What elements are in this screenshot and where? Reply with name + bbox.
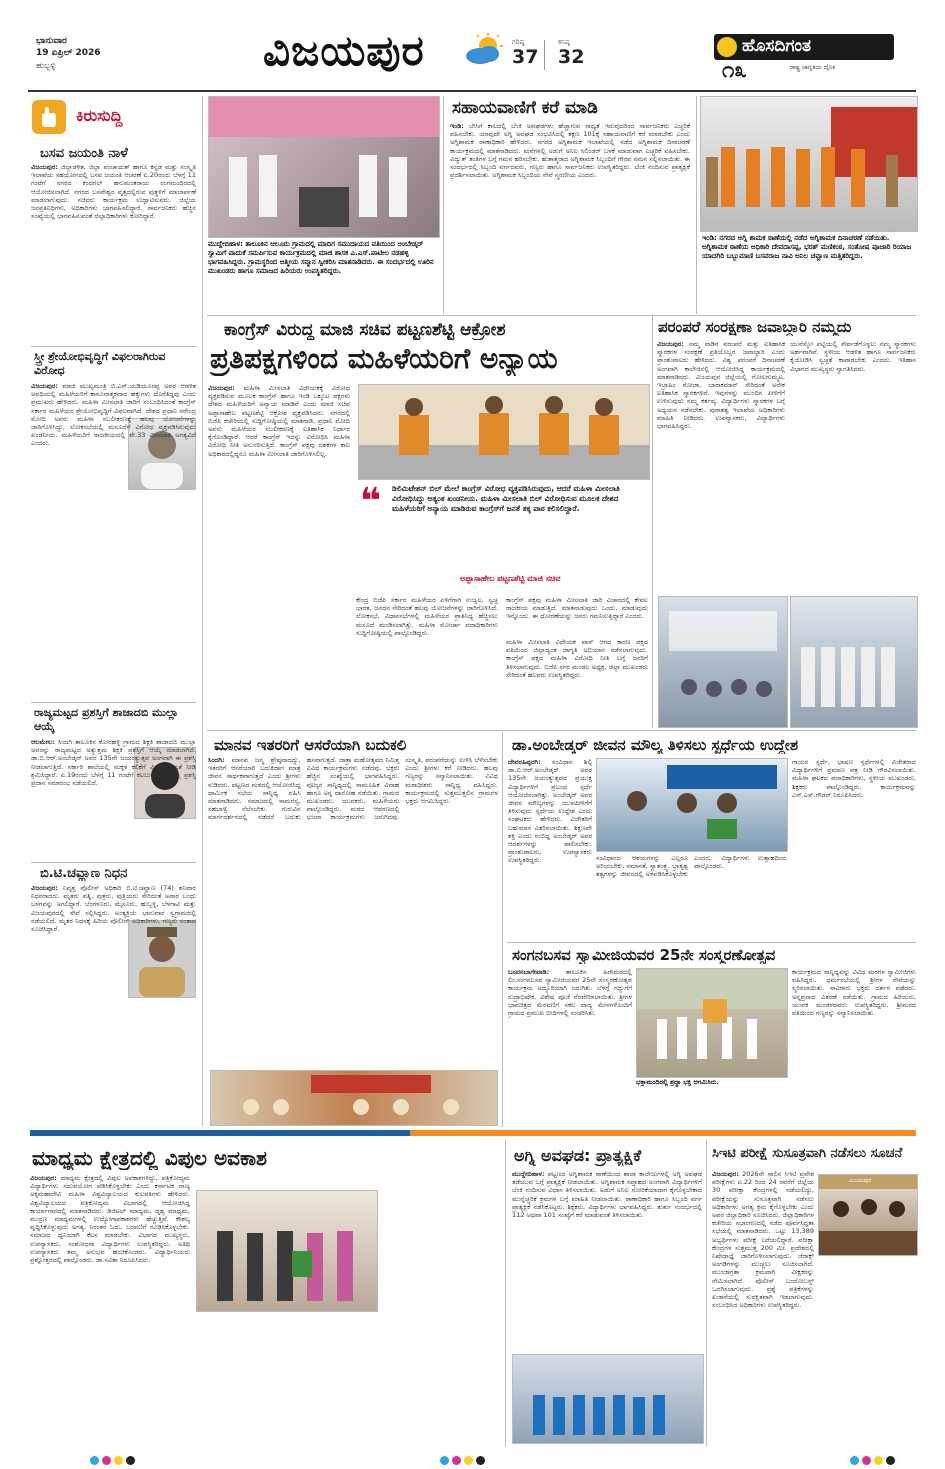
lead-text-3: ಕಾಂಗ್ರೆಸ್ ಪಕ್ಷವು ಮಹಿಳಾ ಮೀಸಲಾತಿ ಜಾರಿ ವಿಚಾರದಲ್ಲಿ ಕೇವಲ ರಾಜಕೀಯ ಮಾಡುತ್ತಿದೆ. ಮಾತನಾಡುವುದು ಒಂದು, ಮಾಡುವುದು ಇನ್ನೊಂದು. ಈ ಧೋರಣೆಯನ್ನು ಜನರು ಗಮನಿಸುತ್ತಿದ್ದಾರೆ ಎಂದರು. [506,596,648,621]
column-rule [443,96,444,314]
left-story-4-body [31,884,196,1124]
bottom-1-body [30,1174,190,1444]
sangana-text: ತಾಲೂಕಿನ ಹಿರೇಮಠದಲ್ಲಿ ಲಿಂ.ಸಂಗನಬಸವ ಸ್ವಾಮೀಜಿಯವರ 25ನೇ ಸಂಸ್ಮರಣೋತ್ಸವ ಕಾರ್ಯಕ್ರಮ ಅದ್ದೂರಿಯಾಗಿ ಜರುಗಿತು. ಬೆಳಗ್ಗೆ ಗದ್ದುಗೆಗೆ ರುದ್ರಾಭಿಷೇಕ, ವಿಶೇಷ ಪೂಜೆ ನೆರವೇರಿಸಲಾಯಿತು. ಶ್ರೀಗಳ ಭಾವಚಿತ್ರದ ಮೆರವಣಿಗೆ ಸಕಲ ವಾದ್ಯ ಮೇಳಗಳೊಂದಿಗೆ ಗ್ರಾಮದ ಪ್ರಮುಖ ಬೀದಿಗಳಲ್ಲಿ ಸಂಚರಿಸಿತು. [508,968,632,1018]
bottom-3-photo [818,1174,918,1256]
kirusuddi-badge [32,100,182,134]
logo-emblem-icon [717,37,737,57]
bottom-2-dateline: ಮುದ್ದೇಬಿಹಾಳ: [512,1170,545,1178]
hall-photo-icon [659,597,787,727]
ambedkar-title: ಡಾ.ಅಂಬೇಡ್ಕರ್ ಜೀವನ ಮೌಲ್ಯ ತಿಳಿಸಲು ಸ್ಪರ್ಧೆಯ ಉದ್ದೇಶ [512,736,799,754]
helpline-dateline: ಇಂಡಿ: [450,122,464,130]
color-strip-orange [410,1130,916,1136]
max-temp: 37 [512,46,539,68]
ambedkar-text-2: ಸಂವಿಧಾನದ ಆಶಯಗಳನ್ನು ಎಲ್ಲರೂ ಅರಿಯಬೇಕು. ಸಮಾನತೆ, ಸ್ವಾತಂತ್ರ್ಯ, ಭ್ರಾತೃತ್ವ ತತ್ವಗಳನ್ನು ಜೀವನದಲ್ಲಿ ಅಳವಡಿಸಿಕೊಳ್ಳಬೇಕು ಎಂದರು. ವಿದ್ಯಾರ್ಥಿಗಳು ಉತ್ಸಾಹದಿಂದ ಪಾಲ್ಗೊಂಡರು. [596,854,786,879]
column-rule [202,96,203,1126]
left-story-3-title: ರಾಜ್ಯಮಟ್ಟದ ಪ್ರಶಸ್ತಿಗೆ ಶಾಜಾದಬಿ ಮುಲ್ಲಾ ಆಯ್ಕೆ [34,706,179,733]
parampare-text: ನಮ್ಮ ನಾಡಿನ ಪರಂಪರೆ ಮತ್ತು ಐತಿಹಾಸಿಕ ಸ್ಮಾರಕಗಳ ಸಂರಕ್ಷಣೆ ಪ್ರತಿಯೊಬ್ಬರ ಜವಾಬ್ದಾರಿ ಎಂದು ಪ್ರಾಂಶುಪಾಲರು ಹೇಳಿದರು. ವಿಶ್ವ ಪರಂಪರೆ ದಿನಾಚರಣೆ ಅಂಗವಾಗಿ ಕಾಲೇಜಿನಲ್ಲಿ ಆಯೋಜಿಸಿದ್ದ ಕಾರ್ಯಕ್ರಮದಲ್ಲಿ ಮಾತನಾಡಿದರು. ವಿಜಯಪುರ ಜಿಲ್ಲೆಯಲ್ಲಿ ಗೋಲಗುಮ್ಮಟ, ಇಬ್ರಾಹಿಂ ರೋಜಾ, ಬಾರಾಕಮಾನ್ ಸೇರಿದಂತೆ ಅನೇಕ ಐತಿಹಾಸಿಕ ಸ್ಮಾರಕಗಳಿವೆ. ಇವುಗಳನ್ನು ಮುಂದಿನ ಪೀಳಿಗೆಗೆ ಉಳಿಸುವುದು ನಮ್ಮ ಕರ್ತವ್ಯ. ವಿದ್ಯಾರ್ಥಿಗಳು ಸ್ಮಾರಕಗಳ ಬಗ್ಗೆ ಅಧ್ಯಯನ ನಡೆಸಬೇಕು. ಪುರಾತತ್ವ ಇಲಾಖೆಯ ಅಧಿಕಾರಿಗಳು ಮಾಹಿತಿ ನೀಡಿದರು. ಉಪನ್ಯಾಸಕರು, ವಿದ್ಯಾರ್ಥಿಗಳು ಭಾಗವಹಿಸಿದ್ದರು. [657,340,785,431]
lead-quote: ಡಿಲಿಮಿಟೇಶನ್ ಬಿಲ್ ಮೇಲೆ ಕಾಂಗ್ರೆಸ್ ವಿರೋಧ ವ್ಯಕ್ತಪಡಿಸಿರುವುದು, ಆದರೆ ಮಹಿಳಾ ಮೀಸಲಾತಿ ವಿರೋಧಿಸಿದ್ದು ಅತ್ಯಂತ ಖಂಡನೀಯ. ಮಹಿಳಾ ಮೀಸಲಾತಿ ಬಿಲ್ ವಿರೋಧಿಸುವ ಮೂಲಕ ದೇಶದ ಮಹಿಳೆಯರಿಗೆ ಅನ್ಯಾಯ ಮಾಡಿರುವ ಕಾಂಗ್ರೆಸ್‌ಗೆ ಜನತೆ ತಕ್ಕ ಪಾಠ ಕಲಿಸಲಿದ್ದಾರೆ. [392,484,620,513]
bottom-3-dateline: ವಿಜಯಪುರ: [712,1170,739,1178]
section-rule [207,315,916,316]
ambedkar-text: ಸಂವಿಧಾನ ಶಿಲ್ಪಿ ಡಾ.ಬಿ.ಆರ್.ಅಂಬೇಡ್ಕರ್ ಅವರ 135ನೇ ಜಯಂತ್ಯುತ್ಸವದ ಪ್ರಯುಕ್ತ ವಿದ್ಯಾರ್ಥಿಗಳಿಗೆ ಪ್ರಬಂಧ ಸ್ಪರ್ಧೆ ಆಯೋಜಿಸಲಾಗಿತ್ತು. ಅಂಬೇಡ್ಕರ್ ಅವರ ಜೀವನ ಮೌಲ್ಯಗಳನ್ನು ಯುವಪೀಳಿಗೆಗೆ ತಿಳಿಸುವುದು ಸ್ಪರ್ಧೆಯ ಉದ್ದೇಶ ಎಂದು ಸಂಘಟಕರು ಹೇಳಿದರು. ವಿಜೇತರಿಗೆ ಬಹುಮಾನ ವಿತರಿಸಲಾಯಿತು. ಶಿಕ್ಷಣವೇ ಶಕ್ತಿ ಎಂದು ನಂಬಿದ್ದ ಅಂಬೇಡ್ಕರ್ ಅವರ ಆದರ್ಶಗಳನ್ನು ಪಾಲಿಸಬೇಕು. ಪ್ರಾಂಶುಪಾಲರು, ಉಪನ್ಯಾಸಕರು ಉಪಸ್ಥಿತರಿದ್ದರು. [508,758,592,865]
helpline-body [450,122,690,312]
max-temp-label: ಗರಿಷ್ಠ [512,38,525,46]
left-story-3-text: ಸಿಂದಗಿ ತಾಲೂಕಿನ ಕೋರಹಳ್ಳಿ ಗ್ರಾಮದ ಶಿಕ್ಷಕಿ ಶಾಜಾದಬಿ ಮುಲ್ಲಾ ಅವರನ್ನು ರಾಜ್ಯಮಟ್ಟದ ಅತ್ಯುತ್ತಮ ಶಿಕ್ಷಕಿ ಪ್ರಶಸ್ತಿಗೆ ಆಯ್ಕೆ ಮಾಡಲಾಗಿದೆ. ಡಾ.ಬಿ.ಆರ್.ಅಂಬೇಡ್ಕರ್ ಅವರ 135ನೇ ಜಯಂತ್ಯುತ್ಸವ ಅಂಗವಾಗಿ ಈ ಪ್ರಶಸ್ತಿ ನೀಡಲಾಗುತ್ತಿದೆ. ಸರ್ಕಾರಿ ಶಾಲೆಯಲ್ಲಿ ಮಕ್ಕಳ ಕಲಿಕೆಗೆ ವಿಶೇಷ ಆದ್ಯತೆ ನೀಡಿ ಶ್ರಮಿಸಿದ್ದಾರೆ. ಏ.19ರಂದು ಬೆಳಗ್ಗೆ 11 ಗಂಟೆಗೆ ಕಲಬುರಗಿ ನಗರದಲ್ಲಿ ಪ್ರಶಸ್ತಿ ಪ್ರದಾನ ಸಮಾರಂಭ ನಡೆಯಲಿದೆ. [31,738,196,788]
ambedkar-dateline: ದೇವರಹಿಪ್ಪರಗಿ: [508,758,541,766]
meeting-photo-icon [819,1175,917,1255]
column-rule [502,732,503,1127]
kirusuddi-label: ಕಿರುಸುದ್ದಿ [76,106,123,125]
manava-title: ಮಾನವ ಇತರರಿಗೆ ಆಸರೆಯಾಗಿ ಬದುಕಲಿ [214,736,407,754]
masthead-day: ಭಾನುವಾರ [36,36,67,46]
color-strip-blue [30,1130,410,1136]
ambedkar-photo [596,758,788,852]
lead-quote-by: ಅಪ್ಪಾಸಾಹೇಬ ಪಟ್ಟಣಶೆಟ್ಟಿ ಮಾಜಿ ಸಚಿವ [460,574,561,583]
lead-body-col4 [506,638,648,724]
bottom-3-title: ಸಿಇಟಿ ಪರೀಕ್ಷೆ ಸುಸೂತ್ರವಾಗಿ ನಡೆಸಲು ಸೂಚನೆ [712,1146,903,1161]
divider [31,862,196,863]
bottom-3-photo-label: ವಿಜಯಪುರ [849,1177,872,1184]
bottom-1-dateline: ವಿಜಯಪುರ: [30,1174,57,1182]
manava-body [208,756,498,1068]
top-photo-1-caption: ಮುದ್ದೇಬಿಹಾಳ: ತಾಲೂಕಿನ ಆಲೂರು ಗ್ರಾಮದಲ್ಲಿ ಮಾದಿಗ ಸಮುದಾಯದ ವತಿಯಿಂದ ಅಂಬೇಡ್ಕರ್ ಸ್ವಾಮಿಗೆ ಪಾದುಕೆ ಸಮರ್ಪಿಸುವ ಕಾರ್ಯಕ್ರಮದಲ್ಲಿ ಮಾಜಿ ಶಾಸಕ ಎ.ಎಸ್.ಪಾಟೀಲ ನಡಹಳ್ಳಿ ಭಾಗವಹಿಸಿದ್ದರು. ಗ್ರಾಮಸ್ಥರಿಂದ ಆತ್ಮೀಯ ಸನ್ಮಾನ ಸ್ವೀಕರಿಸಿ ಮಾತನಾಡಿದರು. ಈ ಸಂದರ್ಭದಲ್ಲಿ ಊರಿನ ಮುಖಂಡರು ಹಾಗೂ ಸಮಾಜದ ಹಿರಿಯರು ಉಪಸ್ಥಿತರಿದ್ದರು. [208,240,434,275]
cyan-dot [90,1456,99,1465]
lead-body-col2 [356,596,498,724]
min-temp-label: ಕನಿಷ್ಠ [558,38,570,46]
weather-icon [462,32,506,68]
top-photo-1 [208,96,440,238]
masthead-date: 19 ಏಪ್ರಿಲ್ 2026 [36,48,101,58]
city-title: ವಿಜಯಪುರ [263,26,425,75]
left-story-1-text: ಜಿಲ್ಲಾಡಳಿತ, ಜಿಲ್ಲಾ ಪಂಚಾಯತ್ ಹಾಗೂ ಕನ್ನಡ ಮತ್ತು ಸಂಸ್ಕೃತಿ ಇಲಾಖೆಯ ಸಹಯೋಗದಲ್ಲಿ ಬಸವ ಜಯಂತಿ ಆಚರಣೆ ಏ.20ರಂದು ಬೆಳಗ್ಗೆ 11 ಗಂಟೆಗೆ ನಗರದ ಕಂದಗಲ್ ಹನುಮಂತರಾಯ ರಂಗಮಂದಿರದಲ್ಲಿ ಆಯೋಜಿಸಲಾಗಿದೆ. ನಗರದ ಬಸವೇಶ್ವರ ವೃತ್ತದಲ್ಲಿರುವ ಪುತ್ಥಳಿಗೆ ಮಾಲಾರ್ಪಣೆ ಮಾಡಲಾಗುವುದು. ಸಚಿವರು ಕಾರ್ಯಕ್ರಮ ಉದ್ಘಾಟಿಸುವರು. ಜಿಲ್ಲೆಯ ಜನಪ್ರತಿನಿಧಿಗಳು, ಅಧಿಕಾರಿಗಳು ಭಾಗವಹಿಸಲಿದ್ದಾರೆ. ಸಾರ್ವಜನಿಕರು ಹೆಚ್ಚಿನ ಸಂಖ್ಯೆಯಲ್ಲಿ ಭಾಗವಹಿಸುವಂತೆ ಜಿಲ್ಲಾಧಿಕಾರಿಗಳು ಕೋರಿದ್ದಾರೆ. [31,163,196,221]
quote-mark-icon: ❝ [360,481,382,522]
parampare-photo-2 [790,596,918,728]
firefighters-photo-icon [701,97,917,231]
yellow-dot [114,1456,123,1465]
yellow-dot [464,1456,473,1465]
group-photo-icon [791,597,917,727]
sangana-photo [636,968,788,1078]
bottom-3-body [712,1170,814,1442]
left-story-4-title: ಬಿ.ಟಿ.ಚವ್ಹಾಣ ನಿಧನ [40,866,128,881]
procession-photo-icon [637,969,787,1077]
bottom-3-text: 2026ನೇ ಸಾಲಿನ ಸಿಇಟಿ ಪ್ರವೇಶ ಪರೀಕ್ಷೆಗಳು ಏ.22 ರಿಂದ 24 ರವರೆಗೆ ಜಿಲ್ಲೆಯ 30 ಪರೀಕ್ಷಾ ಕೇಂದ್ರಗಳಲ್ಲಿ ನಡೆಯಲಿದ್ದು, ಪರೀಕ್ಷೆಯನ್ನು ಸುಸೂತ್ರವಾಗಿ ನಡೆಸಲು ಅಧಿಕಾರಿಗಳು ಅಗತ್ಯ ಕ್ರಮ ಕೈಗೊಳ್ಳಬೇಕು ಎಂದು ಅಪರ ಜಿಲ್ಲಾಧಿಕಾರಿ ಸೂಚಿಸಿದರು. ಜಿಲ್ಲಾಧಿಕಾರಿಗಳ ಕಚೇರಿಯ ಸಭಾಂಗಣದಲ್ಲಿ ನಡೆದ ಪೂರ್ವಸಿದ್ಧತಾ ಸಭೆಯಲ್ಲಿ ಮಾತನಾಡಿದರು. ಒಟ್ಟು 13,389 ಅಭ್ಯರ್ಥಿಗಳು ಪರೀಕ್ಷೆ ಬರೆಯಲಿದ್ದಾರೆ. ಪರೀಕ್ಷಾ ಕೇಂದ್ರಗಳ ಸುತ್ತಮುತ್ತ 200 ಮೀ. ಪ್ರದೇಶದಲ್ಲಿ ನಿಷೇಧಾಜ್ಞೆ ಜಾರಿಗೊಳಿಸಲಾಗುವುದು. ಜೆರಾಕ್ಸ್ ಅಂಗಡಿಗಳನ್ನು ಮುಚ್ಚಲು ಸೂಚಿಸಲಾಗಿದೆ. ಮುಂಜಾಗ್ರತಾ ಕ್ರಮವಾಗಿ ವೀಕ್ಷಕರನ್ನು ನೇಮಿಸಲಾಗಿದೆ. ಪೊಲೀಸ್ ಬಂದೋಬಸ್ತ್ ಒದಗಿಸಲಾಗುವುದು. ಪ್ರಶ್ನೆ ಪತ್ರಿಕೆಗಳನ್ನು ಖಜಾನೆಯಲ್ಲಿ ಸುರಕ್ಷಿತವಾಗಿ ಇಡಲಾಗುವುದು. ಸಂಬಂಧಿಸಿದ ಅಧಿಕಾರಿಗಳು ಉಪಸ್ಥಿತರಿದ್ದರು. [712,1170,814,1310]
lead-photo [358,384,650,480]
bottom-2-text: ಪಟ್ಟಣದ ಅಗ್ನಿಶಾಮಕ ಠಾಣೆಯಿಂದ ಶಾಲಾ ಕಾಲೇಜುಗಳಲ್ಲಿ ಅಗ್ನಿ ಅವಘಡ ತಡೆಯುವ ಬಗ್ಗೆ ಪ್ರಾತ್ಯಕ್ಷಿಕೆ ನೀಡಲಾಯಿತು. ಅಗ್ನಿಶಾಮಕ ಸಪ್ತಾಹದ ಅಂಗವಾಗಿ ವಿದ್ಯಾರ್ಥಿಗಳಿಗೆ ಬೆಂಕಿ ನಂದಿಸುವ ವಿಧಾನ ತಿಳಿಸಲಾಯಿತು. ಅಡುಗೆ ಅನಿಲ ಸೋರಿಕೆಯಾದಾಗ ಕೈಗೊಳ್ಳಬೇಕಾದ ಮುನ್ನೆಚ್ಚರಿಕೆ ಕ್ರಮಗಳ ಬಗ್ಗೆ ಮಾಹಿತಿ ನೀಡಲಾಯಿತು. ಠಾಣಾಧಿಕಾರಿ ಹಾಗೂ ಸಿಬ್ಬಂದಿ ವರ್ಗ ಪ್ರಾತ್ಯಕ್ಷಿಕೆ ನಡೆಸಿಕೊಟ್ಟರು. ಶಿಕ್ಷಕರು, ವಿದ್ಯಾರ್ಥಿಗಳು ಭಾಗವಹಿಸಿದ್ದರು. ತುರ್ತು ಸಂದರ್ಭದಲ್ಲಿ 112 ಅಥವಾ 101 ಸಂಖ್ಯೆಗೆ ಕರೆ ಮಾಡುವಂತೆ ತಿಳಿಸಲಾಯಿತು. [512,1170,702,1220]
sangana-text-2: ಕಾರ್ಯಕ್ರಮದ ಸಾನ್ನಿಧ್ಯವನ್ನು ವಿವಿಧ ಮಠಗಳ ಸ್ವಾಮೀಜಿಗಳು ವಹಿಸಿದ್ದರು. ಧರ್ಮಸಭೆಯಲ್ಲಿ ಶ್ರೀಗಳ ಸೇವೆಯನ್ನು ಸ್ಮರಿಸಲಾಯಿತು. ಸಾವಿರಾರು ಭಕ್ತರು ದರ್ಶನ ಪಡೆದರು. ಅನ್ನಪ್ರಸಾದ ವಿತರಣೆ ನಡೆಯಿತು. ಗ್ರಾಮದ ಹಿರಿಯರು, ಯುವಕ ಮಂಡಳದವರು ಉಪಸ್ಥಿತರಿದ್ದರು. ಶ್ರೀಮಠದ ವತಿಯಿಂದ ಗಣ್ಯರನ್ನು ಸನ್ಮಾನಿಸಲಾಯಿತು. [792,968,916,1018]
left-story-3-dateline: ಆಲಮೇಲ: [31,738,55,746]
bottom-2-photo [512,1354,704,1444]
helpline-title: ಸಹಾಯವಾಣಿಗೆ ಕರೆ ಮಾಡಿ [452,98,598,118]
bottom-1-photo [196,1190,378,1312]
lead-kicker: ಕಾಂಗ್ರೆಸ್ ವಿರುದ್ಧ ಮಾಜಿ ಸಚಿವ ಪಟ್ಟಣಶೆಟ್ಟಿ ಆಕ್ರೋಶ [224,320,506,340]
temp-divider [544,40,545,70]
prize-ceremony-photo-icon [597,759,787,851]
left-story-3-body [31,738,196,858]
press-meet-photo-icon [359,385,649,479]
page-number: ೧೩ [722,58,747,83]
lead-text-1: ಮಹಿಳಾ ಮೀಸಲಾತಿ ವಿಧೇಯಕಕ್ಕೆ ವಿರೋಧ ವ್ಯಕ್ತಪಡಿಸುವ ಮೂಲಕ ಕಾಂಗ್ರೆಸ್ ಹಾಗೂ ಇಂಡಿ ಒಕ್ಕೂಟ ಪಕ್ಷಗಳು ದೇಶದ ಮಹಿಳೆಯರಿಗೆ ಅನ್ಯಾಯ ಮಾಡಿವೆ ಎಂದು ಮಾಜಿ ಸಚಿವ ಅಪ್ಪಾಸಾಹೇಬ ಪಟ್ಟಣಶೆಟ್ಟಿ ಆಕ್ರೋಶ ವ್ಯಕ್ತಪಡಿಸಿದರು. ನಗರದಲ್ಲಿ ಬಿಜೆಪಿ ಕಚೇರಿಯಲ್ಲಿ ಸುದ್ದಿಗೋಷ್ಠಿಯಲ್ಲಿ ಮಾತನಾಡಿ, ಪ್ರಧಾನಿ ಮೋದಿ ಅವರು ಮಹಿಳೆಯರ ಸಬಲೀಕರಣಕ್ಕೆ ಐತಿಹಾಸಿಕ ನಿರ್ಧಾರ ಕೈಗೊಂಡಿದ್ದಾರೆ. ಆದರೆ ಕಾಂಗ್ರೆಸ್ ಇದನ್ನು ವಿರೋಧಿಸಿ ಮಹಿಳಾ ವಿರೋಧಿ ನೀತಿ ಅನುಸರಿಸುತ್ತಿದೆ. ಕಾಂಗ್ರೆಸ್ ಪಕ್ಷವು ದಶಕಗಳ ಕಾಲ ಅಧಿಕಾರದಲ್ಲಿದ್ದರೂ ಮಹಿಳಾ ಮೀಸಲಾತಿ ಜಾರಿಗೊಳಿಸಲಿಲ್ಲ. [208,384,350,458]
ambedkar-text-3: ಗಾಯನ ಸ್ಪರ್ಧೆ, ಭಾಷಣ ಸ್ಪರ್ಧೆಗಳಲ್ಲಿ ವಿಜೇತರಾದ ವಿದ್ಯಾರ್ಥಿಗಳಿಗೆ ಪ್ರಮಾಣ ಪತ್ರ ನೀಡಿ ಗೌರವಿಸಲಾಯಿತು. ಮಹಿಳಾ ಘಟಕದ ಪದಾಧಿಕಾರಿಗಳು, ಸ್ಥಳೀಯ ಮುಖಂಡರು, ಶಿಕ್ಷಕರು ಪಾಲ್ಗೊಂಡಿದ್ದರು. ಕಾರ್ಯಕ್ರಮವನ್ನು ಎಸ್.ಎಸ್.ಗೌಡರ್ ನಿರೂಪಿಸಿದರು. [792,758,916,799]
left-story-1-dateline: ವಿಜಯಪುರ: [31,163,58,171]
section-rule [507,942,916,943]
masthead-edition: ಹುಬ್ಬಳ್ಳಿ [36,61,56,70]
helpline-text: ಬೇಸಿಗೆ ಕಾಲದಲ್ಲಿ ಬೆಂಕಿ ಅವಘಡಗಳು ಹೆಚ್ಚಾಗುವ ಸಾಧ್ಯತೆ ಇರುವುದರಿಂದ ಸಾರ್ವಜನಿಕರು ಎಚ್ಚರಿಕೆ ವಹಿಸಬೇಕು. ಯಾವುದೇ ಅಗ್ನಿ ಅವಘಡ ಸಂಭವಿಸಿದಲ್ಲಿ ತಕ್ಷಣ 101ಕ್ಕೆ ಸಹಾಯವಾಣಿಗೆ ಕರೆ ಮಾಡಬೇಕು ಎಂದು ಅಗ್ನಿಶಾಮಕ ಠಾಣಾಧಿಕಾರಿ ಹೇಳಿದರು. ನಗರದ ಅಗ್ನಿಶಾಮಕ ಇಲಾಖೆಯಲ್ಲಿ ನಡೆದ ಅಗ್ನಿಶಾಮಕ ದಿನಾಚರಣೆ ಕಾರ್ಯಕ್ರಮದಲ್ಲಿ ಮಾತನಾಡಿದರು. ಮನೆಗಳಲ್ಲಿ ಅಡುಗೆ ಅನಿಲ ಸಿಲಿಂಡರ್ ಬಳಕೆ ಮಾಡುವಾಗ ಎಚ್ಚರಿಕೆ ವಹಿಸಬೇಕು. ವಿದ್ಯುತ್ ತಂತಿಗಳ ಬಗ್ಗೆ ಗಮನ ಹರಿಸಬೇಕು. ಹುತಾತ್ಮರಾದ ಅಗ್ನಿಶಾಮಕ ಸಿಬ್ಬಂದಿಗೆ ಗೌರವ ನಮನ ಸಲ್ಲಿಸಲಾಯಿತು. ಈ ಸಂದರ್ಭದಲ್ಲಿ ಸಿಬ್ಬಂದಿ ವರ್ಗದವರು, ಗಣ್ಯರು ಹಾಗೂ ಸಾರ್ವಜನಿಕರು ಉಪಸ್ಥಿತರಿದ್ದರು. ಬೆಂಕಿ ನಂದಿಸುವ ಪ್ರಾತ್ಯಕ್ಷಿಕೆ ಪ್ರದರ್ಶಿಸಲಾಯಿತು. ಅಗ್ನಿಶಾಮಕ ಸಿಬ್ಬಂದಿಯ ಸೇವೆ ಸ್ಮರಣೀಯ ಎಂದರು. [450,122,690,180]
parampare-title: ಪರಂಪರೆ ಸಂರಕ್ಷಣಾ ಜವಾಬ್ದಾರಿ ನಮ್ಮದು [658,318,852,336]
ambedkar-body-3 [792,758,916,938]
paper-tagline: ರಾಷ್ಟ್ರ ಜಾಗೃತಿಯ ದೈನಿಕ [790,64,836,71]
left-story-1-body [31,163,196,343]
left-story-1-title: ಬಸವ ಜಯಂತಿ ನಾಳೆ [40,146,128,161]
column-rule [706,1140,707,1446]
cyan-dot [440,1456,449,1465]
sangana-dateline: ಬಸವನಬಾಗೇವಾಡಿ: [508,968,550,976]
parampare-body [657,340,785,590]
sangana-photo-caption: ಭಕ್ತಾಮಂದಿರಲ್ಲಿ ಶ್ರದ್ಧಾ ಭಕ್ತಿ ಆಗಮಿಸಿರು. [636,1078,719,1086]
masthead [0,0,945,94]
lead-text-2: ಕೇಂದ್ರ ಬಿಜೆಪಿ ಸರ್ಕಾರ ಮಹಿಳೆಯರ ಏಳಿಗೆಗಾಗಿ ಉಜ್ವಲ, ಸ್ವಚ್ಛ ಭಾರತ, ಜನಧನ ಸೇರಿದಂತೆ ಹಲವು ಯೋಜನೆಗಳನ್ನು ಜಾರಿಗೊಳಿಸಿದೆ. ಲೋಕಸಭೆ, ವಿಧಾನಸಭೆಗಳಲ್ಲಿ ಮಹಿಳೆಯರ ಪ್ರಾತಿನಿಧ್ಯ ಹೆಚ್ಚಿಸಲು ಮಸೂದೆ ಮಂಡಿಸಲಾಗಿತ್ತು. ಮಹಿಳಾ ಮೋರ್ಚಾ ಪದಾಧಿಕಾರಿಗಳು ಸುದ್ದಿಗೋಷ್ಠಿಯಲ್ಲಿ ಪಾಲ್ಗೊಂಡಿದ್ದರು. [356,596,498,637]
group-photo-icon [209,97,439,237]
lead-dateline: ವಿಜಯಪುರ: [208,384,235,392]
black-dot [126,1456,135,1465]
yellow-dot [874,1456,883,1465]
left-story-2-title: ಸ್ತ್ರೀ ಶ್ರೇಯೋಭಿವೃದ್ಧಿಗೆ ವಿಫಲರಾಗಿರುವ ವಿರೋಧ [34,350,166,377]
black-dot [886,1456,895,1465]
lead-text-4: ಮಹಿಳಾ ಮೀಸಲಾತಿ ವಿಧೇಯಕ ಪಾಸ್ ಆಗದ ಕಾರಣ ಪಕ್ಷದ ವತಿಯಿಂದ ಜಿಲ್ಲಾದ್ಯಂತ ಜಾಗೃತಿ ಅಭಿಯಾನ ನಡೆಸಲಾಗುವುದು. ಕಾಂಗ್ರೆಸ್ ಪಕ್ಷದ ಮಹಿಳಾ ವಿರೋಧಿ ನೀತಿ ಬಗ್ಗೆ ಜನರಿಗೆ ತಿಳಿಸಲಾಗುವುದು. ಬಿಜೆಪಿ ನಗರ ಮಂಡಲ ಅಧ್ಯಕ್ಷ, ಜಿಲ್ಲಾ ಮುಖಂಡರು ಸೇರಿದಂತೆ ಹಲವರು ಉಪಸ್ಥಿತರಿದ್ದರು. [506,638,648,679]
manava-text: ಮಾನವ ಜನ್ಮ ಶ್ರೇಷ್ಠವಾದದ್ದು, ಇತರರಿಗೆ ಆಸರೆಯಾಗಿ ಬದುಕಿದಾಗ ಮಾತ್ರ ಜೀವನ ಸಾರ್ಥಕವಾಗುತ್ತದೆ ಎಂದು ಶ್ರೀಗಳು ನುಡಿದರು. ಪಟ್ಟಣದ ಮಠದಲ್ಲಿ ಆಯೋಜಿಸಿದ್ದ ಧಾರ್ಮಿಕ ಸಭೆಯ ಸಾನ್ನಿಧ್ಯ ವಹಿಸಿ ಮಾತನಾಡಿದರು. ಸಮಾಜದಲ್ಲಿ ಸಾಮರಸ್ಯ, ಸಹಬಾಳ್ವೆ ನೆಲೆಸಬೇಕು. ಗುರುವಿನ ಮಾರ್ಗದರ್ಶನದಲ್ಲಿ ನಡೆದರೆ ಬದುಕು ಹಸನಾಗುತ್ತದೆ. ಜಾತ್ರಾ ಮಹೋತ್ಸವದ ನಿಮಿತ್ತ ವಿವಿಧ ಕಾರ್ಯಕ್ರಮಗಳು ನಡೆದವು. ಭಕ್ತರು ಹೆಚ್ಚಿನ ಸಂಖ್ಯೆಯಲ್ಲಿ ಭಾಗವಹಿಸಿದ್ದರು. ಪೂಜ್ಯರ ಸಾನ್ನಿಧ್ಯದಲ್ಲಿ ಸಾಮೂಹಿಕ ವಿವಾಹ ಹಾಗೂ ಅನ್ನ ದಾಸೋಹ ನಡೆಯಿತು. ಗ್ರಾಮದ ಮುಖಂಡರು, ಯುವಕರು, ಮಹಿಳೆಯರು ಪಾಲ್ಗೊಂಡಿದ್ದರು. ಮಠದ ಆವರಣದಲ್ಲಿ ಭಜನಾ ಕಾರ್ಯಕ್ರಮಗಳು ಜರುಗಿದವು. ಸಂಸ್ಕೃತಿ, ಪರಂಪರೆಯನ್ನು ಉಳಿಸಿ ಬೆಳೆಸಬೇಕು ಎಂದು ಶ್ರೀಗಳು ಕರೆ ನೀಡಿದರು. ಹಲವು ಗಣ್ಯರನ್ನು ಸನ್ಮಾನಿಸಲಾಯಿತು. ವಿವಿಧ ಮಠಾಧೀಶರು ಸಾನ್ನಿಧ್ಯ ವಹಿಸಿದ್ದರು. ಕಾರ್ಯಕ್ರಮದಲ್ಲಿ ಸುತ್ತಮುತ್ತಲಿನ ಗ್ರಾಮಗಳ ಭಕ್ತರು ಆಗಮಿಸಿದ್ದರು. [208,756,498,822]
magenta-dot [102,1456,111,1465]
lead-body-col3 [506,596,648,636]
magenta-dot [862,1456,871,1465]
masthead-rule [28,90,916,92]
students-photo-icon [513,1355,703,1443]
section-rule [207,730,916,731]
divider [31,702,196,703]
parampare-text-2: ಯುನೆಸ್ಕೋ ಪಟ್ಟಿಯಲ್ಲಿ ಸೇರ್ಪಡೆಗೊಳ್ಳಲು ನಮ್ಮ ಸ್ಮಾರಕಗಳು ಅರ್ಹವಾಗಿವೆ. ಸ್ಥಳೀಯ ಆಡಳಿತ ಹಾಗೂ ಸಾರ್ವಜನಿಕರು ಕೈಜೋಡಿಸಿ ಸ್ವಚ್ಛತೆ ಕಾಪಾಡಬೇಕು ಎಂದರು. ಇತಿಹಾಸ ವಿಭಾಗದ ಮುಖ್ಯಸ್ಥರು ಸ್ವಾಗತಿಸಿದರು. [790,340,916,373]
min-temp: 32 [558,46,585,68]
column-rule [505,1140,506,1446]
bottom-2-title: ಅಗ್ನಿ ಅವಘಡ: ಪ್ರಾತ್ಯಕ್ಷಿಕೆ [514,1146,642,1165]
magenta-dot [452,1456,461,1465]
color-strip [30,1130,916,1136]
sangana-body-2 [792,968,916,1124]
left-story-2-text: ಮಾಜಿ ಮುಖ್ಯಮಂತ್ರಿ ಬಿ.ಎಸ್.ಯಡಿಯೂರಪ್ಪ ಅವರ ಆಡಳಿತ ಅವಧಿಯಲ್ಲಿ ಮಹಿಳೆಯರಿಗೆ ಕಾನೂನಾತ್ಮಕವಾದ ಹಕ್ಕುಗಳು ದೊರೆತಿದ್ದವು ಎಂದು ಪ್ರಮುಖರು ಹೇಳಿದರು. ಮಹಿಳಾ ಮೀಸಲಾತಿ ಜಾರಿಗೆ ಸಂಬಂಧಿಸಿದಂತೆ ಕಾಂಗ್ರೆಸ್ ಸರ್ಕಾರ ಮಹಿಳೆಯರ ಶ್ರೇಯೋಭಿವೃದ್ಧಿಗೆ ವಿಫಲವಾಗಿದೆ. ದೇಶದ ಪ್ರಧಾನಿ ನರೇಂದ್ರ ಮೋದಿ ಅವರು ಮಹಿಳಾ ಸಬಲೀಕರಣಕ್ಕೆ ಹಲವು ಯೋಜನೆಗಳನ್ನು ಜಾರಿಗೊಳಿಸಿದ್ದು, ಲೋಕಸಭೆಯಲ್ಲಿ ಮಸೂದೆಗೆ ವಿರೋಧ ವ್ಯಕ್ತಪಡಿಸಿರುವುದು ಖಂಡನೀಯ. ಮಹಿಳೆಯರಿಗೆ ರಾಜಕೀಯದಲ್ಲಿ ಶೇ.33 ಮೀಸಲಾತಿ ಅಗತ್ಯವಿದೆ ಎಂದರು. [31,382,196,448]
column-rule [652,316,653,728]
left-story-2-dateline: ವಿಜಯಪುರ: [31,382,58,390]
ambedkar-body-2 [596,854,786,938]
sangana-body [508,968,632,1124]
hand-icon [38,105,60,129]
paper-name: ಹೊಸದಿಗಂತ [742,36,812,56]
parampare-body-2 [790,340,916,590]
sangana-title: ಸಂಗನಬಸವ ಸ್ವಾಮೀಜಿಯವರ 25ನೇ ಸಂಸ್ಮರಣೋತ್ಸವ [512,946,776,964]
bottom-1-text: ಮಾಧ್ಯಮ ಕ್ಷೇತ್ರದಲ್ಲಿ ವಿಪುಲ ಅವಕಾಶಗಳಿದ್ದು, ಪತ್ರಿಕೋದ್ಯಮ ವಿದ್ಯಾರ್ಥಿಗಳು ಸದುಪಯೋಗ ಪಡಿಸಿಕೊಳ್ಳಬೇಕು ಎಂದು ಕರ್ನಾಟಕ ರಾಜ್ಯ ಅಕ್ಕಮಹಾದೇವಿ ಮಹಿಳಾ ವಿಶ್ವವಿದ್ಯಾಲಯದ ಕುಲಪತಿಗಳು ಹೇಳಿದರು. ವಿಶ್ವವಿದ್ಯಾಲಯದ ಪತ್ರಿಕೋದ್ಯಮ ವಿಭಾಗದಲ್ಲಿ ಆಯೋಜಿಸಿದ್ದ ಕಾರ್ಯಾಗಾರದಲ್ಲಿ ಮಾತನಾಡಿದರು. ಡಿಜಿಟಲ್ ಮಾಧ್ಯಮ, ದೃಶ್ಯ ಮಾಧ್ಯಮ, ಮುದ್ರಣ ಮಾಧ್ಯಮಗಳಲ್ಲಿ ಉದ್ಯೋಗಾವಕಾಶಗಳು ಹೆಚ್ಚುತ್ತಿವೆ. ಕೌಶಲ್ಯ ವೃದ್ಧಿಸಿಕೊಳ್ಳುವುದು ಅಗತ್ಯ. ನಿರಂತರ ಓದು, ಬರವಣಿಗೆ ರೂಢಿಸಿಕೊಳ್ಳಬೇಕು. ಸಮಾಜದ ಧ್ವನಿಯಾಗಿ ಕೆಲಸ ಮಾಡಬೇಕು. ವಿಭಾಗದ ಮುಖ್ಯಸ್ಥರು, ಉಪನ್ಯಾಸಕರು, ಸಂಶೋಧನಾ ವಿದ್ಯಾರ್ಥಿಗಳು ಉಪಸ್ಥಿತರಿದ್ದರು. ಅತಿಥಿ ಉಪನ್ಯಾಸಕರು ತಮ್ಮ ಅನುಭವ ಹಂಚಿಕೊಂಡರು. ವಿದ್ಯಾರ್ಥಿನಿಯರು ಪ್ರಶ್ನೋತ್ತರದಲ್ಲಿ ಪಾಲ್ಗೊಂಡರು. ಡಾ.ಸವಿತಾ ನಿರೂಪಿಸಿದರು. [30,1174,190,1265]
manava-dateline: ಸಿಂದಗಿ: [208,756,225,764]
workshop-photo-icon [197,1191,377,1311]
ambedkar-body [508,758,592,938]
top-photo-3 [700,96,918,232]
bottom-2-body [512,1170,702,1350]
divider [31,346,196,347]
column-rule [696,96,697,314]
bottom-1-title: ಮಾಧ್ಯಮ ಕ್ಷೇತ್ರದಲ್ಲಿ ವಿಪುಲ ಅವಕಾಶ [32,1146,267,1170]
left-story-4-dateline: ವಿಜಯಪುರ: [31,884,58,892]
top-photo-3-caption: ಇಂಡಿ: ನಗರದ ಅಗ್ನಿ ಶಾಮಕ ಠಾಣೆಯಲ್ಲಿ ನಡೆದ ಅಗ್ನಿಶಾಮಕ ದಿನಾಚರಣೆ ನಡೆಯಿತು. ಅಗ್ನಿಶಾಮಕ ಠಾಣೆಯ ಅಧಿಕಾರಿ ದೇವದಾಸಪ್ಪ, ಭರತ್ ಮಣಿಕಂಠ, ಸಂತೋಷ ಪೂಜಾರಿ ರಿಯಾಜ ಯಾದಗಿರಿ ಬಬ್ಬುಮಾಣಿ ಬಸವರಾಜ ನಾವಿ ಅನಿಲ ಚವ್ಹಾಣ ಮತ್ತಿತರಿದ್ದರು. [702,234,912,260]
lead-headline: ಪ್ರತಿಪಕ್ಷಗಳಿಂದ ಮಹಿಳೆಯರಿಗೆ ಅನ್ಯಾಯ [210,342,558,375]
stage-photo-icon [211,1071,497,1125]
cyan-dot [850,1456,859,1465]
manava-photo [210,1070,498,1126]
parampare-photo-1 [658,596,788,728]
black-dot [476,1456,485,1465]
parampare-dateline: ವಿಜಯಪುರ: [657,340,684,348]
left-story-2-body [31,382,196,698]
lead-body-col1 [208,384,350,724]
left-story-4-text: ನಿವೃತ್ತ ಪೊಲೀಸ್ ಅಧಿಕಾರಿ ಬಿ.ಟಿ.ಚವ್ಹಾಣ (74) ಶನಿವಾರ ನಿಧನರಾದರು. ಮೃತರು ಪತ್ನಿ, ಪುತ್ರರು, ಪುತ್ರಿಯರು ಸೇರಿದಂತೆ ಅಪಾರ ಬಂಧು ಬಳಗವನ್ನು ಅಗಲಿದ್ದಾರೆ. ಬೆಂಗಳೂರು, ಮೈಸೂರು, ಹುಬ್ಬಳ್ಳಿ, ಬೆಳಗಾವಿ ಮತ್ತು ವಿಜಯಪುರದಲ್ಲಿ ಸೇವೆ ಸಲ್ಲಿಸಿದ್ದರು. ಅಂತ್ಯಕ್ರಿಯೆ ಭಾನುವಾರ ಸ್ವಗ್ರಾಮದಲ್ಲಿ ನಡೆಯಲಿದೆ. ಮೃತರ ನಿಧನಕ್ಕೆ ಹಿರಿಯ ಪೊಲೀಸ್ ಅಧಿಕಾರಿಗಳು, ಗಣ್ಯರು ಸಂತಾಪ ಸೂಚಿಸಿದ್ದಾರೆ. [31,884,196,934]
